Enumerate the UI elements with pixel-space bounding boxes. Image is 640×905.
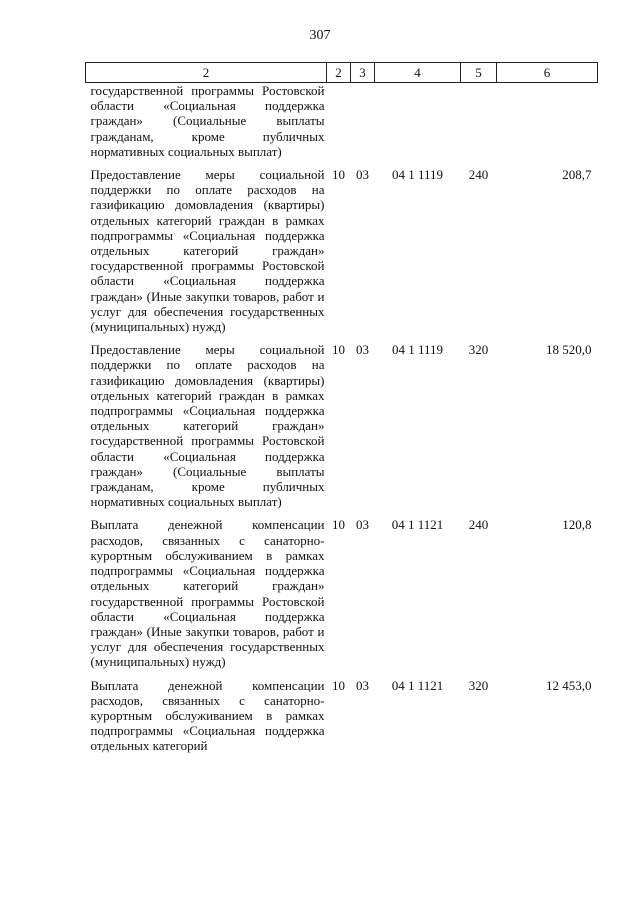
row-section: 10: [332, 517, 345, 533]
row-expense-type: 240: [468, 167, 489, 183]
row-subsection: 03: [356, 342, 369, 358]
row-expense-type: [461, 83, 497, 168]
row-target-article: [375, 83, 461, 168]
header-row: [86, 63, 598, 83]
row-target-article: 04 1 1121: [391, 517, 444, 533]
row-target-article: 04 1 1121: [391, 677, 444, 693]
budget-table: [85, 62, 598, 754]
row-amount: 208,7: [562, 167, 592, 183]
header-cell-target-article: 4: [375, 63, 461, 83]
header-cell-amount: 6: [497, 63, 598, 83]
table-row: [86, 517, 598, 677]
row-subsection: [351, 83, 375, 168]
row-expense-type: 240: [468, 517, 489, 533]
row-section: 10: [332, 167, 345, 183]
table-row: [86, 167, 598, 342]
row-subsection: 03: [356, 167, 369, 183]
row-section: [327, 83, 351, 168]
row-section: 10: [332, 342, 345, 358]
page-number: 307: [309, 28, 331, 43]
row-subsection: 03: [356, 677, 369, 693]
row-target-article: 04 1 1119: [391, 167, 444, 183]
table-row: [86, 678, 598, 754]
row-name: Выплата денежной компенсации расходов, связанных с санаторно-курортным обслуживанием в рамках подпрограммы «Социальная поддержка отдельных категорий граждан» государственной программы Ростовской области «Социальная поддержка граждан» (Иные закупки товаров, работ и услуг для обеспечения государственных (муниципальных) нужд): [90, 517, 325, 670]
row-section: 10: [332, 677, 345, 693]
header-cell-section: 2: [327, 63, 351, 83]
row-amount: [497, 83, 598, 168]
row-name: Выплата денежной компенсации расходов, связанных с санаторно-курортным обслуживанием в рамках подпрограммы «Социальная поддержка отдельных категорий: [90, 677, 325, 754]
row-amount: 18 520,0: [546, 342, 592, 358]
row-subsection: 03: [356, 517, 369, 533]
header-cell-expense-type: 5: [461, 63, 497, 83]
row-expense-type: 320: [468, 677, 489, 693]
row-expense-type: 320: [468, 342, 489, 358]
row-target-article: 04 1 1119: [391, 342, 444, 358]
row-name: государственной программы Ростовской области «Социальная поддержка граждан» (Социальные выплаты гражданам, кроме публичных нормативных социальных выплат): [90, 83, 325, 159]
table-row: [86, 83, 598, 168]
header-cell-subsection: 3: [351, 63, 375, 83]
header-cell-name: 2: [86, 63, 327, 83]
table-row: [86, 342, 598, 517]
row-name: Предоставление меры социальной поддержки по оплате расходов на газификацию домовладения (квартиры) отдельных категорий граждан в рамках подпрограммы «Социальная поддержка отдельных категорий граждан» государственной программы Ростовской области «Социальная поддержка граждан» (Иные закупки товаров, работ и услуг для обеспечения государственных (муниципальных) нужд): [90, 167, 325, 335]
row-amount: 120,8: [562, 517, 592, 533]
row-amount: 12 453,0: [546, 677, 592, 693]
row-name: Предоставление меры социальной поддержки по оплате расходов на газификацию домовладения (квартиры) отдельных категорий граждан в рамках подпрограммы «Социальная поддержка отдельных категорий граждан» государственной программы Ростовской области «Социальная поддержка граждан» (Социальные выплаты гражданам, кроме публичных нормативных социальных выплат): [90, 342, 325, 510]
